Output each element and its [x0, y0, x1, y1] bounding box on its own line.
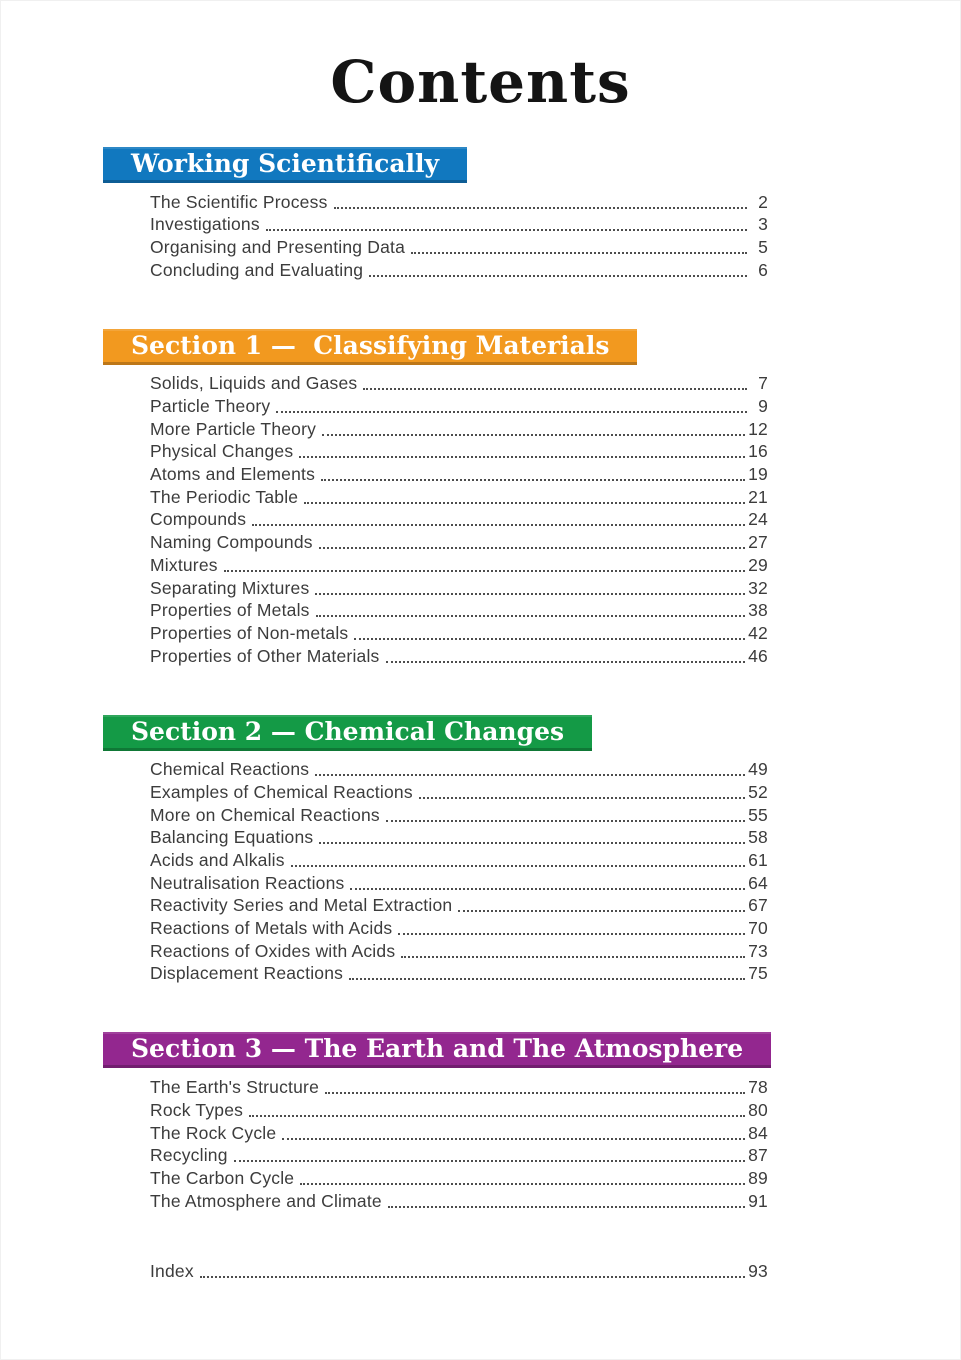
leader-dots [363, 388, 747, 390]
toc-entry [150, 485, 768, 508]
toc-entry-page: 3 [758, 214, 768, 235]
toc-entry [150, 553, 768, 576]
toc-entry-title: Reactivity Series and Metal Extraction [150, 895, 453, 916]
leader-dots [252, 524, 745, 526]
page-title: Contents [330, 48, 631, 116]
toc-entry-page: 49 [748, 759, 768, 780]
toc-section [103, 147, 768, 281]
toc-entry-page: 12 [748, 418, 768, 439]
section-entries [150, 1075, 768, 1211]
leader-dots [319, 842, 745, 844]
toc-entry-page: 84 [748, 1122, 768, 1143]
toc-entry-title: Investigations [150, 214, 260, 235]
toc-entry-page: 5 [758, 236, 768, 257]
toc-entry-page: 24 [748, 509, 768, 530]
section-entries [150, 372, 768, 667]
leader-dots [458, 910, 745, 912]
leader-dots [386, 820, 745, 822]
section-header-bar [103, 715, 592, 751]
toc-section [103, 715, 768, 985]
toc-entry-page: 42 [748, 622, 768, 643]
toc-entry-title: Reactions of Oxides with Acids [150, 940, 396, 961]
toc-entry [150, 213, 768, 236]
toc-entry-page: 27 [748, 532, 768, 553]
section-header-label: Section 3 — The Earth and The Atmosphere [131, 1034, 744, 1064]
toc-entry [150, 871, 768, 894]
leader-dots [386, 661, 746, 663]
leader-dots [316, 615, 746, 617]
toc-entry [150, 916, 768, 939]
leader-dots [282, 1138, 745, 1140]
section-entries [150, 758, 768, 985]
leader-dots [401, 956, 745, 958]
leader-dots [321, 479, 745, 481]
toc-entry-page: 70 [748, 918, 768, 939]
leader-dots [322, 434, 745, 436]
section-entries [150, 190, 768, 281]
toc-entry [150, 462, 768, 485]
toc-entry-page: 2 [758, 191, 768, 212]
leader-dots [388, 1206, 745, 1208]
table-of-contents [103, 147, 768, 1212]
leader-dots [354, 638, 745, 640]
toc-entry [150, 644, 768, 667]
toc-entry [150, 440, 768, 463]
toc-entry [150, 1189, 768, 1212]
toc-entry [150, 599, 768, 622]
leader-dots [300, 1183, 745, 1185]
toc-entry-title: Particle Theory [150, 396, 271, 417]
toc-entry [150, 1121, 768, 1144]
toc-entry-title: Physical Changes [150, 441, 294, 462]
toc-entry-title: Organising and Presenting Data [150, 236, 406, 257]
toc-entry-page: 46 [748, 645, 768, 666]
toc-entry-title: Balancing Equations [150, 827, 314, 848]
toc-section [103, 329, 768, 667]
toc-entry-title: Atoms and Elements [150, 464, 316, 485]
toc-entry-title: Neutralisation Reactions [150, 872, 345, 893]
index-entry [150, 1260, 768, 1283]
toc-entry-title: More on Chemical Reactions [150, 804, 380, 825]
toc-entry-title: The Earth's Structure [150, 1077, 319, 1098]
toc-entry-page: 80 [748, 1099, 768, 1120]
toc-entry-page: 16 [748, 441, 768, 462]
toc-entry [150, 1144, 768, 1167]
leader-dots [350, 888, 745, 890]
toc-entry-page: 61 [748, 850, 768, 871]
toc-entry [150, 508, 768, 531]
leader-dots [276, 411, 747, 413]
toc-entry-title: Properties of Metals [150, 600, 310, 621]
leader-dots [224, 570, 745, 572]
toc-entry-title: Displacement Reactions [150, 963, 344, 984]
toc-entry-title: Recycling [150, 1145, 228, 1166]
toc-entry-page: 38 [748, 600, 768, 621]
leader-dots [266, 229, 747, 231]
toc-entry [150, 1098, 768, 1121]
toc-entry-title: Solids, Liquids and Gases [150, 373, 358, 394]
section-header-bar [103, 147, 467, 183]
section-header-label: Section 2 — Chemical Changes [131, 716, 565, 746]
toc-entry [150, 962, 768, 985]
toc-entry [150, 1075, 768, 1098]
toc-entry [150, 758, 768, 781]
leader-dots [249, 1115, 745, 1117]
toc-entry [150, 803, 768, 826]
toc-entry-page: 6 [758, 259, 768, 280]
toc-entry-title: Mixtures [150, 554, 218, 575]
toc-entry-page: 91 [748, 1190, 768, 1211]
toc-entry-page: 21 [748, 486, 768, 507]
leader-dots [334, 207, 747, 209]
toc-entry-title: Separating Mixtures [150, 577, 310, 598]
toc-entry [150, 826, 768, 849]
section-header-bar [103, 329, 637, 365]
toc-entry-page: 58 [748, 827, 768, 848]
toc-entry-page: 9 [758, 396, 768, 417]
toc-entry-title: Properties of Other Materials [150, 645, 380, 666]
toc-entry-page: 67 [748, 895, 768, 916]
toc-entry-title: The Carbon Cycle [150, 1167, 295, 1188]
toc-entry [150, 417, 768, 440]
leader-dots [411, 252, 747, 254]
toc-entry [150, 1166, 768, 1189]
toc-entry-page: 7 [758, 373, 768, 394]
toc-entry-page: 32 [748, 577, 768, 598]
toc-entry [150, 621, 768, 644]
toc-entry [150, 780, 768, 803]
leader-dots [319, 547, 745, 549]
toc-entry-title: Rock Types [150, 1099, 244, 1120]
section-header-bar [103, 1032, 771, 1068]
toc-entry-page: 78 [748, 1077, 768, 1098]
index-entry-page: 93 [748, 1261, 768, 1282]
toc-entry [150, 235, 768, 258]
toc-entry [150, 848, 768, 871]
toc-entry [150, 190, 768, 213]
toc-entry [150, 894, 768, 917]
toc-entry-title: The Periodic Table [150, 486, 299, 507]
leader-dots [304, 502, 745, 504]
toc-entry-page: 52 [748, 781, 768, 802]
section-header-label: Section 1 — Classifying Materials [131, 330, 610, 360]
toc-entry-page: 64 [748, 872, 768, 893]
section-header-label: Working Scientifically [131, 148, 440, 178]
toc-entry-title: Examples of Chemical Reactions [150, 781, 413, 802]
leader-dots [369, 275, 747, 277]
toc-entry-title: Properties of Non-metals [150, 622, 349, 643]
index-entry-title: Index [150, 1261, 194, 1282]
toc-entry-title: Naming Compounds [150, 532, 313, 553]
toc-entry-page: 29 [748, 554, 768, 575]
leader-dots [234, 1160, 745, 1162]
toc-entry-page: 73 [748, 940, 768, 961]
toc-entry-title: Acids and Alkalis [150, 850, 285, 871]
leader-dots [315, 774, 745, 776]
toc-entry-title: The Rock Cycle [150, 1122, 277, 1143]
toc-entry-page: 87 [748, 1145, 768, 1166]
toc-entry-page: 19 [748, 464, 768, 485]
toc-entry [150, 258, 768, 281]
toc-entry [150, 530, 768, 553]
toc-entry-page: 75 [748, 963, 768, 984]
leader-dots [200, 1276, 745, 1278]
toc-entry-title: Chemical Reactions [150, 759, 310, 780]
toc-entry-page: 55 [748, 804, 768, 825]
toc-entry [150, 576, 768, 599]
toc-entry-title: Concluding and Evaluating [150, 259, 364, 280]
toc-entry [150, 394, 768, 417]
leader-dots [325, 1092, 745, 1094]
toc-entry [150, 372, 768, 395]
toc-entry-page: 89 [748, 1167, 768, 1188]
leader-dots [299, 456, 745, 458]
toc-entry-title: The Scientific Process [150, 191, 328, 212]
toc-entry-title: Reactions of Metals with Acids [150, 918, 393, 939]
toc-entry-title: More Particle Theory [150, 418, 317, 439]
toc-entry-title: Compounds [150, 509, 247, 530]
leader-dots [349, 978, 745, 980]
leader-dots [291, 865, 745, 867]
leader-dots [419, 797, 745, 799]
leader-dots [315, 593, 745, 595]
toc-entry [150, 939, 768, 962]
toc-entry-title: The Atmosphere and Climate [150, 1190, 382, 1211]
toc-section [103, 1032, 768, 1211]
leader-dots [398, 933, 745, 935]
